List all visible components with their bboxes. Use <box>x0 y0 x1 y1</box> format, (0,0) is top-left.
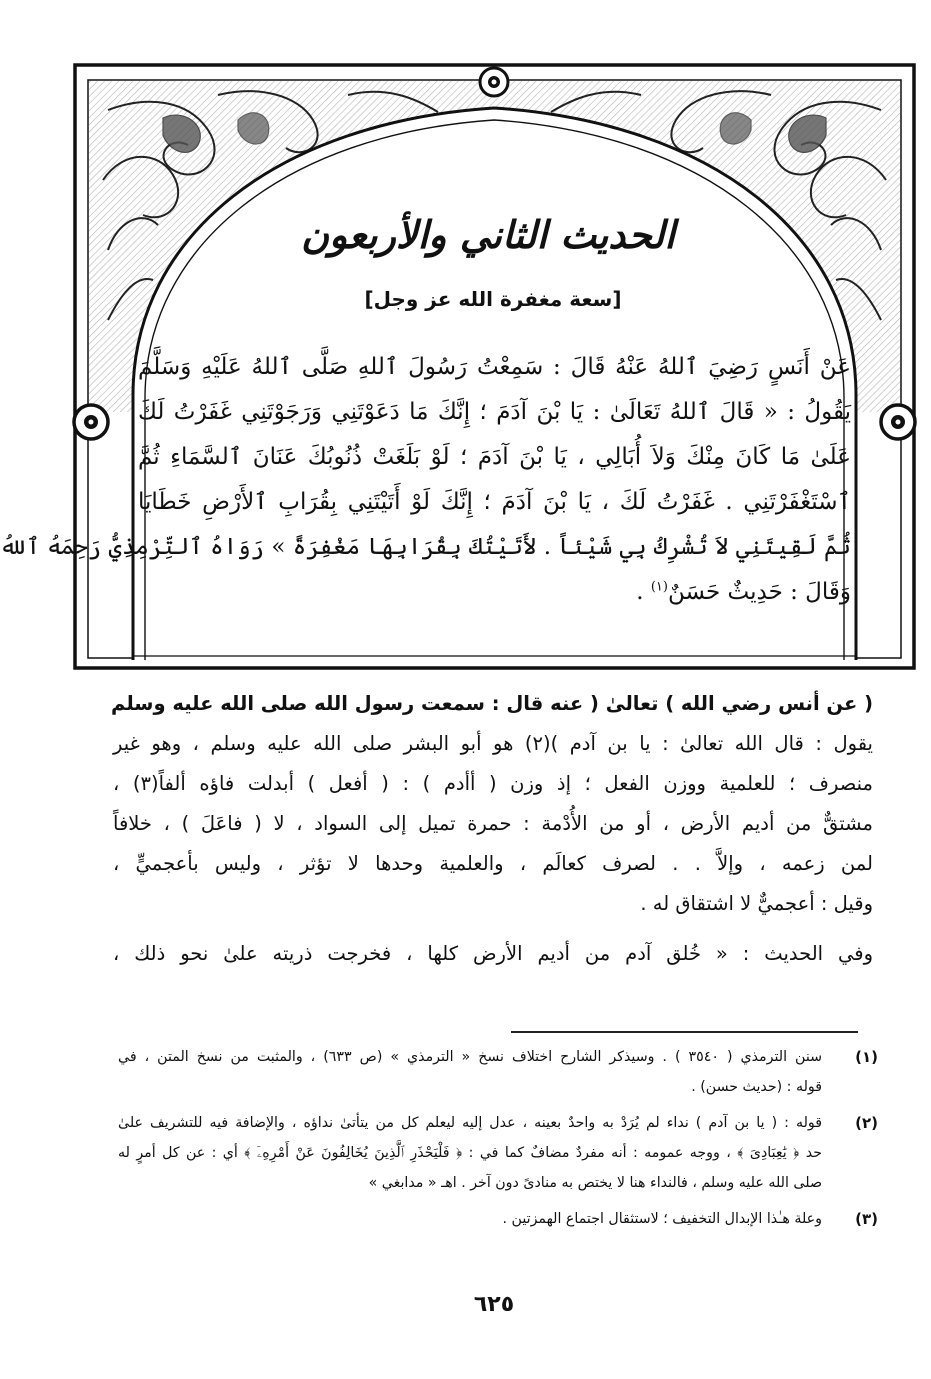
footnote-divider <box>511 1031 858 1033</box>
hadith-title: الحديث الثاني والأربعون <box>301 212 675 257</box>
commentary-line: مشتقٌّ من أديم الأرض ، أو من الأُدْمة : حمرة تميل إلى السواد ، لا ( فاعَلَ ) ، خلافاً <box>113 812 873 835</box>
footnote-line: قوله : ( يا بن آدم ) نداء لم يُرَدْ به واحدٌ بعينه ، عدل إليه ليعلم كل من يتأتىٰ نداؤه ، والإضافة فيه للتشريف علىٰ <box>118 1115 822 1131</box>
commentary-paragraph-2: وفي الحديث : « خُلق آدم من أديم الأرض كلها ، فخرجت ذريته علىٰ نحو ذلك ، <box>113 942 873 965</box>
footnote-1 <box>118 1042 878 1102</box>
footnote-number: (٣) <box>855 1210 878 1228</box>
commentary-line: لمن زعمه ، وإلاَّ . . لصرف كعالَم ، والعلمية وحدها لا تؤثر ، وليس بأعجميٍّ ، <box>113 852 873 875</box>
medallion-left <box>74 405 108 439</box>
hadith-line-end: . <box>636 579 651 605</box>
footnote-line: صلى الله عليه وسلم ، فالنداء هنا لا يختص به منادىً دون آخر . اهـ « مدابغي » <box>368 1175 822 1191</box>
hadith-line: عَلَىٰ مَا كَانَ مِنْكَ وَلاَ أُبَالِي ، يَا بْنَ آدَمَ ؛ لَوْ بَلَغَتْ ذُنُوبُكَ عَنَانَ ٱلسَّمَاءِ ثُمَّ <box>138 444 851 470</box>
page-number: ٦٢٥ <box>473 1292 515 1317</box>
footnote-number: (٢) <box>855 1114 878 1132</box>
medallion-top <box>480 68 508 96</box>
commentary-line: منصرف ؛ للعلمية ووزن الفعل ؛ إذ وزن ( أأدم ) : ( أفعل ) أبدلت فاؤه ألفاً(٣) ، <box>113 772 873 795</box>
footnote-line: حد ﴿ يَٰعِبَادِىَ ﴾ ، ووجه عمومه : أنه مفردٌ مضافٌ كما في : ﴿ فَلْيَحْذَرِ ٱلَّذِينَ يُخَالِفُونَ عَنْ أَمْرِهِۦٓ ﴾ أي : عن كل أمرٍ له <box>118 1145 822 1161</box>
hadith-line: عَنْ أَنَسٍ رَضِيَ ٱللهُ عَنْهُ قَالَ : سَمِعْتُ رَسُولَ ٱللهِ صَلَّى ٱللهُ عَلَيْهِ وَسَلَّمَ <box>138 354 851 380</box>
hadith-line: ٱسْتَغْفَرْتَنِي . غَفَرْتُ لَكَ ، يَا بْنَ آدَمَ ؛ إِنَّكَ لَوْ أَتَيْتَنِي بِقُرَابِ ٱلأَرْضِ خَطَايَا <box>138 489 851 515</box>
footnote-3 <box>118 1204 878 1234</box>
hadith-line-text: وَقَالَ : حَدِيثٌ حَسَنٌ <box>667 579 851 605</box>
commentary-line: يقول : قال الله تعالىٰ : يا بن آدم )(٢) هو أبو البشر صلى الله عليه وسلم ، وهو غير <box>113 732 873 755</box>
footnotes <box>118 1042 878 1240</box>
hadith-line-last <box>138 570 851 615</box>
commentary-line: وقيل : أعجميٌّ لا اشتقاق له . <box>640 892 873 915</box>
hadith-subtitle: [سعة مغفرة الله عز وجل] <box>364 287 622 311</box>
hadith-text <box>0 345 851 615</box>
footnote-2 <box>118 1108 878 1198</box>
hadith-line: ثُمَّ لَقِيتَنِي لاَ تُشْرِكُ بِي شَيْئاً . لأَتَيْتُكَ بِقُرَابِهَا مَغْفِرَةً » رَوَاهُ ٱلتِّرْمِذِيُّ رَحِمَهُ ٱللهُ <box>0 534 851 560</box>
footnote-line: قوله : (حديث حسن) . <box>691 1079 822 1095</box>
commentary <box>113 684 873 974</box>
footnote-line: سنن الترمذي ( ٣٥٤٠ ) . وسيذكر الشارح اختلاف نسخ « الترمذي » (ص ٦٣٣) ، والمثبت من نسخ المتن ، في <box>118 1049 822 1065</box>
commentary-line: ( عن أنس رضي الله ) تعالىٰ ( عنه قال : سمعت رسول الله صلى الله عليه وسلم <box>111 692 873 715</box>
hadith-line: يَقُولُ : « قَالَ ٱللهُ تَعَالَىٰ : يَا بْنَ آدَمَ ؛ إِنَّكَ مَا دَعَوْتَنِي وَرَجَوْتَنِي غَفَرْتُ لَكَ <box>138 399 851 425</box>
footnote-number: (١) <box>855 1048 878 1066</box>
footnote-mark: (١) <box>650 579 668 595</box>
medallion-right <box>881 405 915 439</box>
footnote-line: وعلة هـٰذا الإبدال التخفيف ؛ لاستثقال اجتماع الهمزتين . <box>502 1211 822 1227</box>
